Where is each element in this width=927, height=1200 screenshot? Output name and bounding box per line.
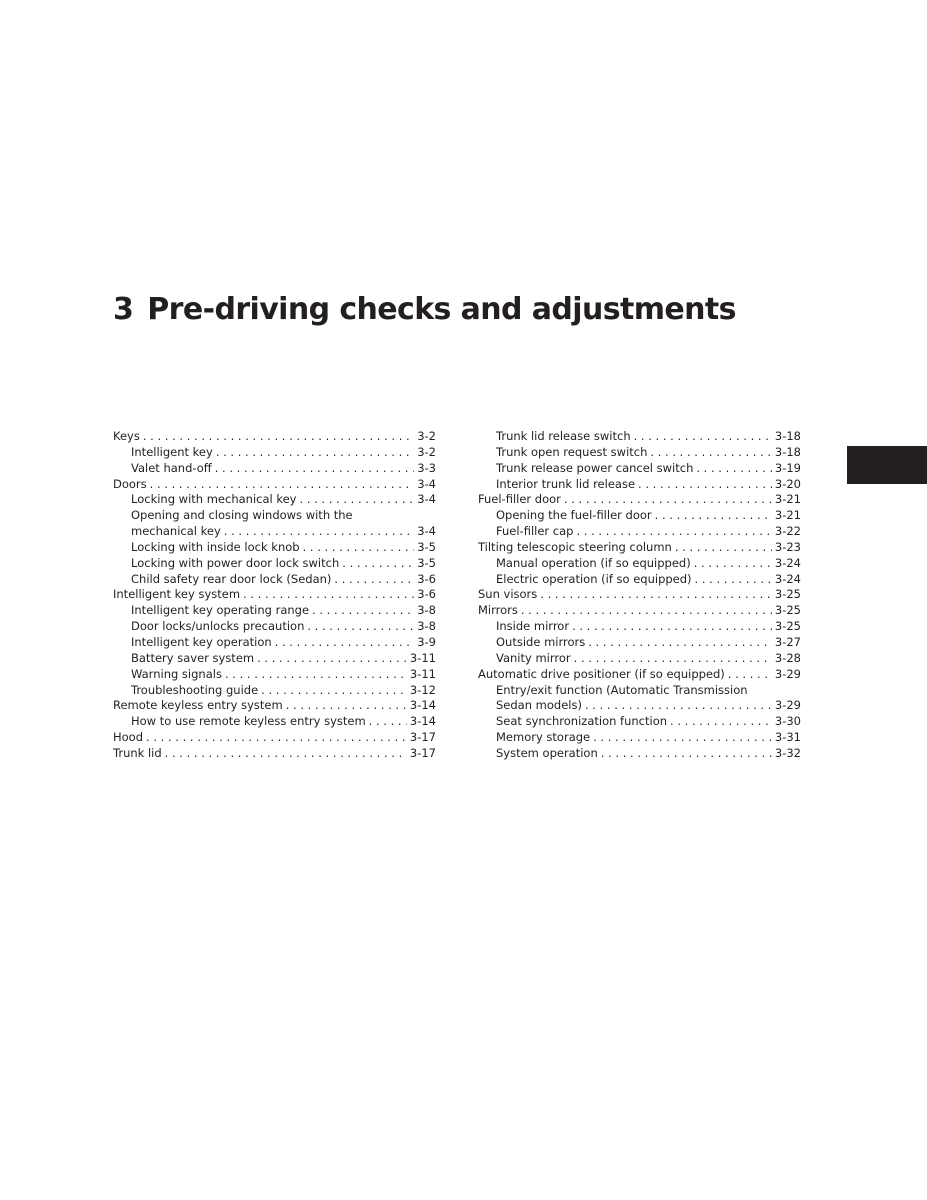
dot-leader xyxy=(150,477,415,493)
toc-entry-page: 3-30 xyxy=(774,714,801,729)
toc-entry-title: Electric operation (if so equipped) xyxy=(496,571,692,586)
toc-entry-page: 3-6 xyxy=(417,571,436,586)
toc-entry[interactable] xyxy=(478,698,801,714)
toc-entry[interactable] xyxy=(113,714,436,730)
toc-entry[interactable] xyxy=(113,492,436,508)
toc-entry-page: 3-14 xyxy=(409,714,436,729)
toc-entry[interactable] xyxy=(478,508,801,524)
dot-leader xyxy=(307,619,414,635)
toc-entry[interactable] xyxy=(478,730,801,746)
toc-entry-title: Child safety rear door lock (Sedan) xyxy=(131,571,332,586)
dot-leader xyxy=(216,445,414,461)
toc-entry-page: 3-25 xyxy=(774,603,801,618)
dot-leader xyxy=(165,746,407,762)
toc-entry[interactable] xyxy=(113,572,436,588)
dot-leader xyxy=(694,556,772,572)
dot-leader xyxy=(576,524,771,540)
dot-leader xyxy=(572,619,772,635)
toc-left-column xyxy=(113,429,436,762)
toc-entry[interactable] xyxy=(478,714,801,730)
toc-entry-title: Keys xyxy=(113,429,140,443)
toc-entry-title: Inside mirror xyxy=(496,619,570,634)
toc-entry-title: Locking with inside lock knob xyxy=(131,539,300,554)
toc-entry[interactable] xyxy=(478,651,801,667)
toc-entry-title: Interior trunk lid release xyxy=(496,476,636,491)
dot-leader xyxy=(695,572,772,588)
toc-entry-page: 3-24 xyxy=(774,555,801,570)
toc-entry-title: Locking with mechanical key xyxy=(131,492,297,507)
toc-entry[interactable] xyxy=(113,603,436,619)
toc-entry-page: 3-17 xyxy=(409,745,436,760)
toc-entry-title: Tilting telescopic steering column xyxy=(478,539,672,554)
toc-entry[interactable] xyxy=(113,683,436,699)
toc-entry-title: Door locks/unlocks precaution xyxy=(131,619,305,634)
toc-entry-page: 3-6 xyxy=(417,587,436,602)
toc-entry-page: 3-25 xyxy=(774,619,801,634)
toc-entry-page: 3-18 xyxy=(774,429,801,443)
toc-entry-page: 3-18 xyxy=(774,444,801,459)
toc-entry-page: 3-29 xyxy=(774,666,801,681)
toc-entry-page: 3-21 xyxy=(774,508,801,523)
toc-entry[interactable] xyxy=(113,477,436,493)
toc-entry-page: 3-17 xyxy=(409,730,436,745)
toc-entry-title: Automatic drive positioner (if so equipped) xyxy=(478,666,725,681)
dot-leader xyxy=(585,698,772,714)
toc-entry[interactable] xyxy=(478,635,801,651)
toc-entry-title: Vanity mirror xyxy=(496,650,571,665)
dot-leader xyxy=(675,540,772,556)
toc-entry[interactable] xyxy=(113,556,436,572)
toc-entry[interactable] xyxy=(113,540,436,556)
toc-entry[interactable] xyxy=(113,698,436,714)
toc-entry-page: 3-2 xyxy=(417,444,436,459)
toc-entry[interactable] xyxy=(113,651,436,667)
toc-entry-page: 3-19 xyxy=(774,460,801,475)
toc-entry[interactable] xyxy=(478,461,801,477)
dot-leader xyxy=(143,429,414,445)
toc-entry-title: Intelligent key xyxy=(131,444,213,459)
toc-entry-page: 3-12 xyxy=(409,682,436,697)
toc-entry-page: 3-29 xyxy=(774,698,801,713)
toc-entry-page: 3-4 xyxy=(417,492,436,507)
toc-entry-title: Intelligent key operating range xyxy=(131,603,310,618)
toc-entry[interactable] xyxy=(478,587,801,603)
toc-entry-page: 3-25 xyxy=(774,587,801,602)
toc-entry[interactable] xyxy=(478,429,801,445)
toc-entry-title: Hood xyxy=(113,730,144,745)
dot-leader xyxy=(300,492,415,508)
dot-leader xyxy=(638,477,772,493)
dot-leader xyxy=(312,603,414,619)
dot-leader xyxy=(146,730,407,746)
dot-leader xyxy=(334,572,414,588)
toc-entry[interactable] xyxy=(113,461,436,477)
toc-entry-title: Troubleshooting guide xyxy=(131,682,259,697)
dot-leader xyxy=(342,556,414,572)
toc-entry[interactable] xyxy=(478,477,801,493)
toc-entry-title-line: Opening and closing windows with the xyxy=(131,508,353,523)
toc-entry[interactable] xyxy=(478,746,801,762)
dot-leader xyxy=(593,730,772,746)
toc-entry-title: Trunk open request switch xyxy=(496,444,648,459)
dot-leader xyxy=(634,429,772,445)
toc-entry-title: Remote keyless entry system xyxy=(113,698,283,713)
toc-entry-page: 3-4 xyxy=(417,476,436,491)
toc-entry[interactable] xyxy=(478,572,801,588)
dot-leader xyxy=(261,683,407,699)
toc-entry-title: Sun visors xyxy=(478,587,538,602)
toc-entry[interactable] xyxy=(478,556,801,572)
dot-leader xyxy=(369,714,407,730)
toc-entry-page: 3-28 xyxy=(774,650,801,665)
toc-entry[interactable] xyxy=(113,730,436,746)
toc-entry-page: 3-9 xyxy=(417,634,436,649)
toc-entry[interactable] xyxy=(478,492,801,508)
toc-entry-page: 3-20 xyxy=(774,476,801,491)
toc-entry-title: Seat synchronization function xyxy=(496,714,668,729)
toc-entry-page: 3-11 xyxy=(409,650,436,665)
toc-entry[interactable] xyxy=(113,746,436,762)
toc-entry-title: Intelligent key operation xyxy=(131,634,272,649)
dot-leader xyxy=(564,492,772,508)
dot-leader xyxy=(540,587,772,603)
toc-entry[interactable] xyxy=(478,524,801,540)
toc-entry-page: 3-8 xyxy=(417,603,436,618)
dot-leader xyxy=(574,651,772,667)
dot-leader xyxy=(601,746,772,762)
toc-entry-page: 3-21 xyxy=(774,492,801,507)
toc-entry-page: 3-22 xyxy=(774,524,801,539)
toc-entry[interactable] xyxy=(113,524,436,540)
dot-leader xyxy=(225,667,407,683)
toc-entry-page: 3-5 xyxy=(417,539,436,554)
toc-right-column xyxy=(478,429,801,762)
toc-entry[interactable] xyxy=(113,429,436,445)
toc-entry-title: Fuel-filler cap xyxy=(496,524,574,539)
dot-leader xyxy=(303,540,415,556)
toc-entry-title-line: Entry/exit function (Automatic Transmission xyxy=(496,682,748,697)
toc-entry-title: System operation xyxy=(496,745,598,760)
toc-entry[interactable] xyxy=(478,445,801,461)
toc-entry-title: mechanical key xyxy=(131,524,221,539)
dot-leader xyxy=(215,461,415,477)
toc-entry-page: 3-24 xyxy=(774,571,801,586)
toc-entry[interactable] xyxy=(478,667,801,683)
toc-entry-page: 3-23 xyxy=(774,539,801,554)
toc-entry-title: Manual operation (if so equipped) xyxy=(496,555,691,570)
toc-entry-page: 3-4 xyxy=(417,524,436,539)
toc-entry-title: Sedan models) xyxy=(496,698,582,713)
toc-entry-page: 3-3 xyxy=(417,460,436,475)
toc-entry-title: How to use remote keyless entry system xyxy=(131,714,366,729)
chapter-title-text: Pre-driving checks and adjustments xyxy=(147,292,736,327)
toc-entry-title: Doors xyxy=(113,476,147,491)
dot-leader xyxy=(286,698,407,714)
toc-entry-page: 3-8 xyxy=(417,619,436,634)
toc-entry-page: 3-31 xyxy=(774,730,801,745)
toc-entry-page: 3-11 xyxy=(409,666,436,681)
toc-entry[interactable] xyxy=(478,603,801,619)
toc-entry-title: Memory storage xyxy=(496,730,591,745)
dot-leader xyxy=(257,651,407,667)
toc-entry-title: Locking with power door lock switch xyxy=(131,555,340,570)
toc-entry-title: Fuel-filler door xyxy=(478,492,561,507)
toc-entry-title: Trunk release power cancel switch xyxy=(496,460,694,475)
toc-entry-title: Outside mirrors xyxy=(496,634,586,649)
toc-entry[interactable] xyxy=(113,635,436,651)
chapter-number: 3 xyxy=(113,292,134,327)
toc-entry-title: Valet hand-off xyxy=(131,460,212,475)
toc-entry-title: Warning signals xyxy=(131,666,222,681)
toc-entry[interactable] xyxy=(113,587,436,603)
toc-entry-title: Intelligent key system xyxy=(113,587,241,602)
toc-entry-title: Trunk lid xyxy=(113,745,162,760)
toc-entry[interactable] xyxy=(478,540,801,556)
dot-leader xyxy=(655,508,772,524)
toc-entry-title: Mirrors xyxy=(478,603,518,618)
dot-leader xyxy=(588,635,772,651)
toc-entry-page: 3-2 xyxy=(417,429,436,443)
chapter-tab-marker xyxy=(847,446,927,484)
toc-entry-page: 3-27 xyxy=(774,634,801,649)
dot-leader xyxy=(728,667,772,683)
dot-leader xyxy=(650,445,771,461)
dot-leader xyxy=(224,524,414,540)
toc-entry-title: Trunk lid release switch xyxy=(496,429,631,443)
toc-entry[interactable] xyxy=(113,445,436,461)
chapter-title xyxy=(113,292,736,327)
toc-entry-title: Battery saver system xyxy=(131,650,255,665)
toc-entry-title: Opening the fuel-filler door xyxy=(496,508,652,523)
dot-leader xyxy=(243,587,414,603)
dot-leader xyxy=(696,461,772,477)
toc-entry[interactable] xyxy=(478,619,801,635)
dot-leader xyxy=(275,635,415,651)
toc-entry[interactable] xyxy=(113,667,436,683)
toc-entry-page: 3-5 xyxy=(417,555,436,570)
toc-entry[interactable] xyxy=(113,619,436,635)
dot-leader xyxy=(521,603,772,619)
dot-leader xyxy=(670,714,772,730)
toc-entry-page: 3-32 xyxy=(774,745,801,760)
toc-entry-page: 3-14 xyxy=(409,698,436,713)
